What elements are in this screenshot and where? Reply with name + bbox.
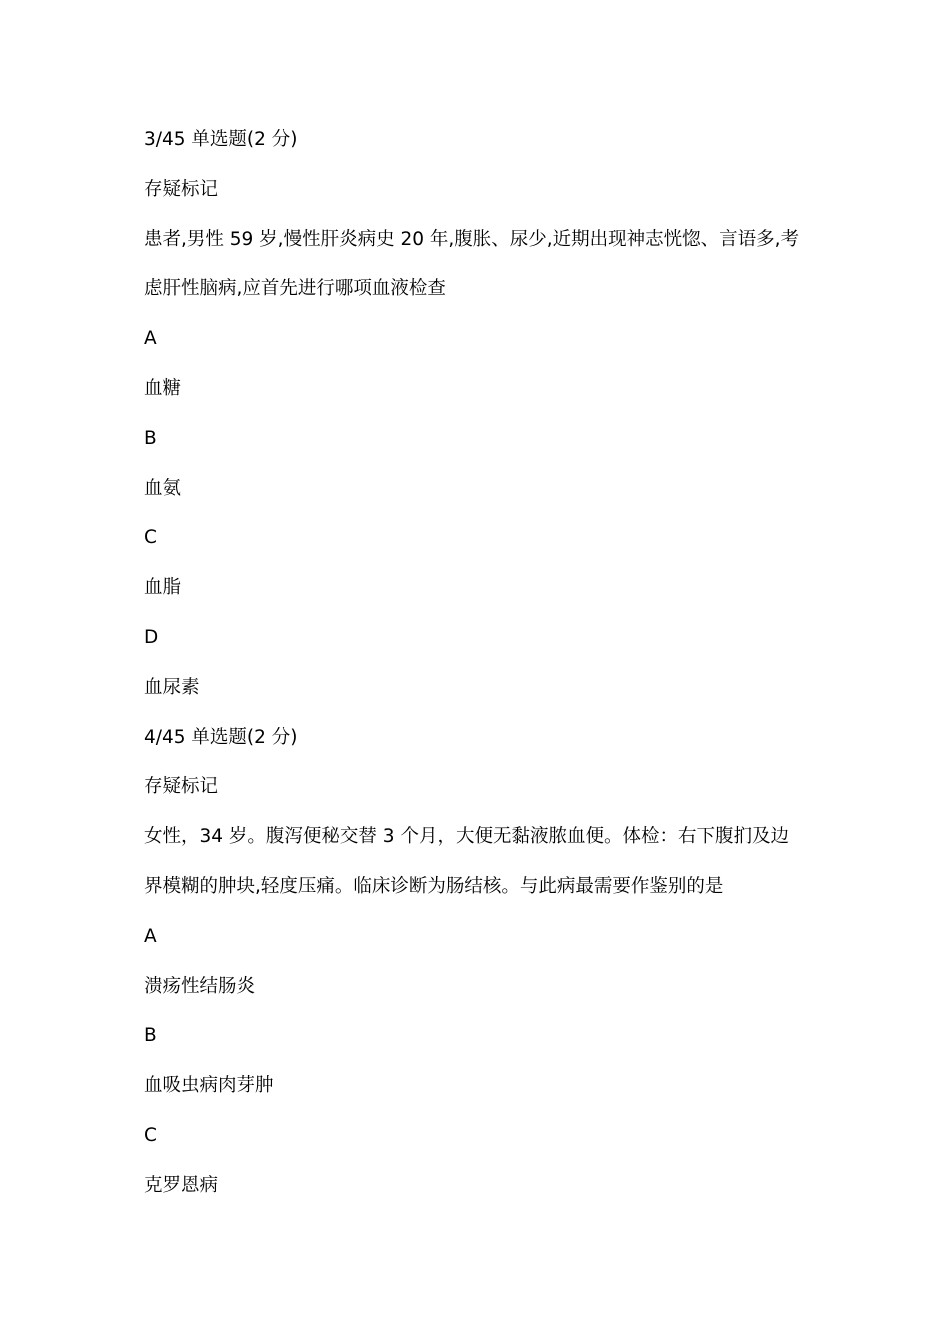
question-stem-line-2: 界模糊的肿块,轻度压痛。临床诊断为肠结核。与此病最需要作鉴别的是 [144, 875, 724, 897]
option-text-c[interactable]: 克罗恩病 [144, 1174, 219, 1196]
option-text-c[interactable]: 血脂 [144, 577, 182, 599]
option-letter-b[interactable]: B [144, 427, 157, 449]
option-letter-d[interactable]: D [144, 626, 159, 648]
question-header: 3/45 单选题(2 分) [144, 129, 298, 150]
option-text-a[interactable]: 血糖 [144, 377, 182, 399]
option-letter-a[interactable]: A [144, 925, 157, 947]
option-letter-b[interactable]: B [144, 1025, 157, 1047]
option-text-d[interactable]: 血尿素 [144, 676, 200, 698]
option-letter-c[interactable]: C [144, 527, 157, 549]
question-header: 4/45 单选题(2 分) [144, 726, 298, 748]
question-stem-line-2: 虑肝性脑病,应首先进行哪项血液检查 [144, 278, 446, 300]
question-3 [144, 115, 824, 713]
document-page [144, 115, 824, 1211]
question-4 [144, 713, 824, 1211]
option-letter-a[interactable]: A [144, 328, 157, 350]
question-stem-line-1: 女性，34 岁。腹泻便秘交替 3 个月，大便无黏液脓血便。体检：右下腹扪及边 [144, 826, 789, 848]
question-stem-line-1: 患者,男性 59 岁,慢性肝炎病史 20 年,腹胀、尿少,近期出现神志恍惚、言语多,考 [144, 228, 800, 250]
option-text-b[interactable]: 血吸虫病肉芽肿 [144, 1075, 274, 1097]
option-letter-c[interactable]: C [144, 1124, 157, 1146]
option-text-a[interactable]: 溃疡性结肠炎 [144, 975, 256, 997]
doubt-flag[interactable]: 存疑标记 [144, 178, 219, 200]
option-text-b[interactable]: 血氨 [144, 477, 182, 499]
doubt-flag[interactable]: 存疑标记 [144, 776, 219, 798]
